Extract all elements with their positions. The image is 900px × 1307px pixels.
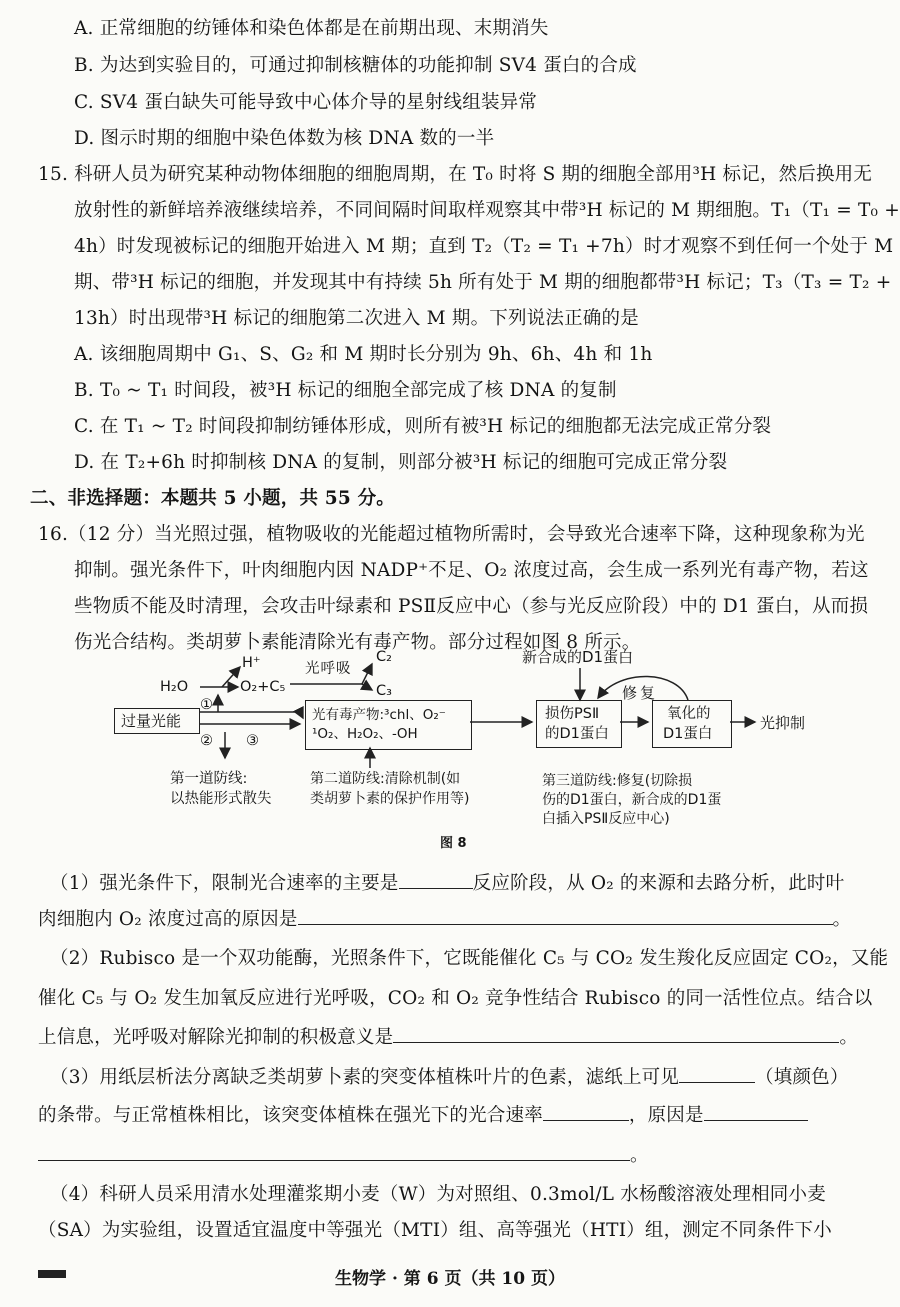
h2o-label: H₂O [160,679,189,695]
period: 。 [839,1027,859,1048]
q15-option-d: D. 在 T₂+6h 时抑制核 DNA 的复制，则部分被³H 标记的细胞可完成正常分裂 [74,452,728,473]
sub2-text: 上信息，光呼吸对解除光抑制的积极意义是 [38,1027,394,1048]
sub-question-3-line1 [50,1062,849,1093]
defense-3-line2: 伤的D1蛋白，新合成的D1蛋 [542,792,722,808]
sub-question-2-line1: （2）Rubisco 是一个双功能酶，光照条件下，它既能催化 C₅ 与 CO₂ 发生羧化反应固定 CO₂，又能 [50,948,889,969]
h-plus-label: H⁺ [242,655,261,671]
q16-stem-line: 伤光合结构。类胡萝卜素能清除光有毒产物。部分过程如图 8 所示。 [74,632,641,653]
q15-stem-line: 13h）时出现带³H 标记的细胞第二次进入 M 期。下列说法正确的是 [74,308,639,329]
new-d1-label: 新合成的D1蛋白 [522,648,634,666]
figure-caption: 图 8 [440,836,467,851]
q15-option-c: C. 在 T₁ ~ T₂ 时间段抑制纺锤体形成，则所有被³H 标记的细胞都无法完成正常分裂 [74,416,772,437]
q15-stem-line: 4h）时发现被标记的细胞开始进入 M 期；直到 T₂（T₂ = T₁ +7h）时才观察不到任何一个处于 M [74,236,894,257]
excess-light-label: 过量光能 [121,712,182,730]
sub3-text-c: 的条带。与正常植株相比，该突变体植株在强光下的光合速率 [38,1105,543,1126]
sub-question-3-line2 [38,1100,808,1131]
q14-option-d: D. 图示时期的细胞中染色体数为核 DNA 数的一半 [74,128,495,149]
sub3-text-d: ，原因是 [628,1105,704,1126]
sub1-text-b: 反应阶段，从 O₂ 的来源和去路分析，此时叶 [472,873,845,894]
sub-question-2-line3 [38,1022,858,1053]
answer-blank[interactable] [38,1140,630,1161]
oxidized-d1-line1: 氧化的 [667,706,711,722]
defense-1-line2: 以热能形式散失 [170,791,272,807]
c2-label: C₂ [376,649,392,665]
q14-option-b: B. 为达到实验目的，可通过抑制核糖体的功能抑制 SV4 蛋白的合成 [74,55,637,76]
damaged-d1-box [536,700,622,748]
sub3-text-a: （3）用纸层析法分离缺乏类胡萝卜素的突变体植株叶片的色素，滤纸上可见 [50,1067,680,1088]
q14-option-c: C. SV4 蛋白缺失可能导致中心体介导的星射线组装异常 [74,92,538,113]
diagram-arrows [100,640,860,845]
oxidized-d1-box [652,700,732,748]
step-2-marker: ② [200,733,213,749]
answer-blank[interactable] [543,1100,629,1121]
sub-question-4-line2: （SA）为实验组，设置适宜温度中等强光（MTI）组、高等强光（HTI）组，测定不同条件下小 [38,1220,832,1241]
o2-c5-label: O₂+C₅ [240,679,286,695]
q15-option-a: A. 该细胞周期中 G₁、S、G₂ 和 M 期时长分别为 9h、6h、4h 和 1h [74,344,653,365]
sub-question-1-line1 [50,868,844,899]
answer-blank[interactable] [704,1100,808,1121]
repair-label: 修复 [622,684,659,702]
q15-stem-line: 期、带³H 标记的细胞，并发现其中有持续 5h 所有处于 M 期的细胞都带³H 标记；T₃（T₃ = T₂ + [74,272,892,293]
q16-stem-line: 抑制。强光条件下，叶肉细胞内因 NADP⁺不足、O₂ 浓度过高，会生成一系列光有毒产物，若这 [74,560,869,581]
q15-stem-line: 15. 科研人员为研究某种动物体细胞的细胞周期，在 T₀ 时将 S 期的细胞全部用³H 标记，然后换用无 [38,164,873,185]
toxic-products-line1: 光有毒产物:³chl、O₂⁻ [312,707,446,723]
defense-3-line3: 白插入PSⅡ反应中心) [542,811,670,827]
q15-option-b: B. T₀ ~ T₁ 时间段，被³H 标记的细胞全部完成了核 DNA 的复制 [74,380,617,401]
step-1-marker: ① [200,697,213,713]
defense-3-line1: 第三道防线:修复(切除损 [542,773,693,789]
page-footer: 生物学 · 第 6 页（共 10 页） [335,1269,565,1289]
period: 。 [630,1145,649,1166]
photorespiration-label: 光呼吸 [305,661,352,677]
step-3-marker: ③ [246,733,259,749]
figure-8-diagram [100,640,860,845]
sub3-text-b: （填颜色） [755,1067,849,1088]
q16-stem-line: 16.（12 分）当光照过强，植物吸收的光能超过植物所需时，会导致光合速率下降，这种现象称为光 [38,524,865,545]
q15-stem-line: 放射性的新鲜培养液继续培养，不同间隔时间取样观察其中带³H 标记的 M 期细胞。T₁（T₁ = T₀ + [74,200,900,221]
sub-question-2-line2: 催化 C₅ 与 O₂ 发生加氧反应进行光呼吸，CO₂ 和 O₂ 竞争性结合 Rubisco 的同一活性位点。结合以 [38,988,873,1009]
period: 。 [832,909,852,930]
answer-blank[interactable] [393,1022,839,1043]
photoinhibition-label: 光抑制 [760,714,806,732]
sub1-text-c: 肉细胞内 O₂ 浓度过高的原因是 [38,909,298,930]
sub-question-1-line2 [38,904,851,935]
defense-1-line1: 第一道防线: [170,771,248,787]
section-heading: 二、非选择题：本题共 5 小题，共 55 分。 [30,488,395,509]
oxidized-d1-line2: D1蛋白 [663,726,713,742]
answer-blank[interactable] [298,904,833,925]
defense-2-line2: 类胡萝卜素的保护作用等) [310,791,470,807]
q16-stem-line: 些物质不能及时清理，会攻击叶绿素和 PSⅡ反应中心（参与光反应阶段）中的 D1 蛋白，从而损 [74,596,869,617]
damaged-d1-line1: 损伤PSⅡ [545,706,600,722]
sub-question-3-line3 [38,1140,649,1171]
c3-label: C₃ [376,683,392,699]
sub-question-4-line1: （4）科研人员采用清水处理灌浆期小麦（W）为对照组、0.3mol/L 水杨酸溶液处理相同小麦 [50,1184,826,1205]
defense-2-line1: 第二道防线:清除机制(如 [310,771,461,787]
damaged-d1-line2: 的D1蛋白 [545,726,609,742]
toxic-products-line2: ¹O₂、H₂O₂、-OH [312,726,418,742]
answer-blank[interactable] [399,868,473,889]
sub1-text-a: （1）强光条件下，限制光合速率的主要是 [50,873,399,894]
answer-blank[interactable] [679,1062,755,1083]
toxic-products-box [305,700,472,750]
q14-option-a: A. 正常细胞的纺锤体和染色体都是在前期出现、末期消失 [74,18,549,39]
excess-light-box [114,708,200,734]
